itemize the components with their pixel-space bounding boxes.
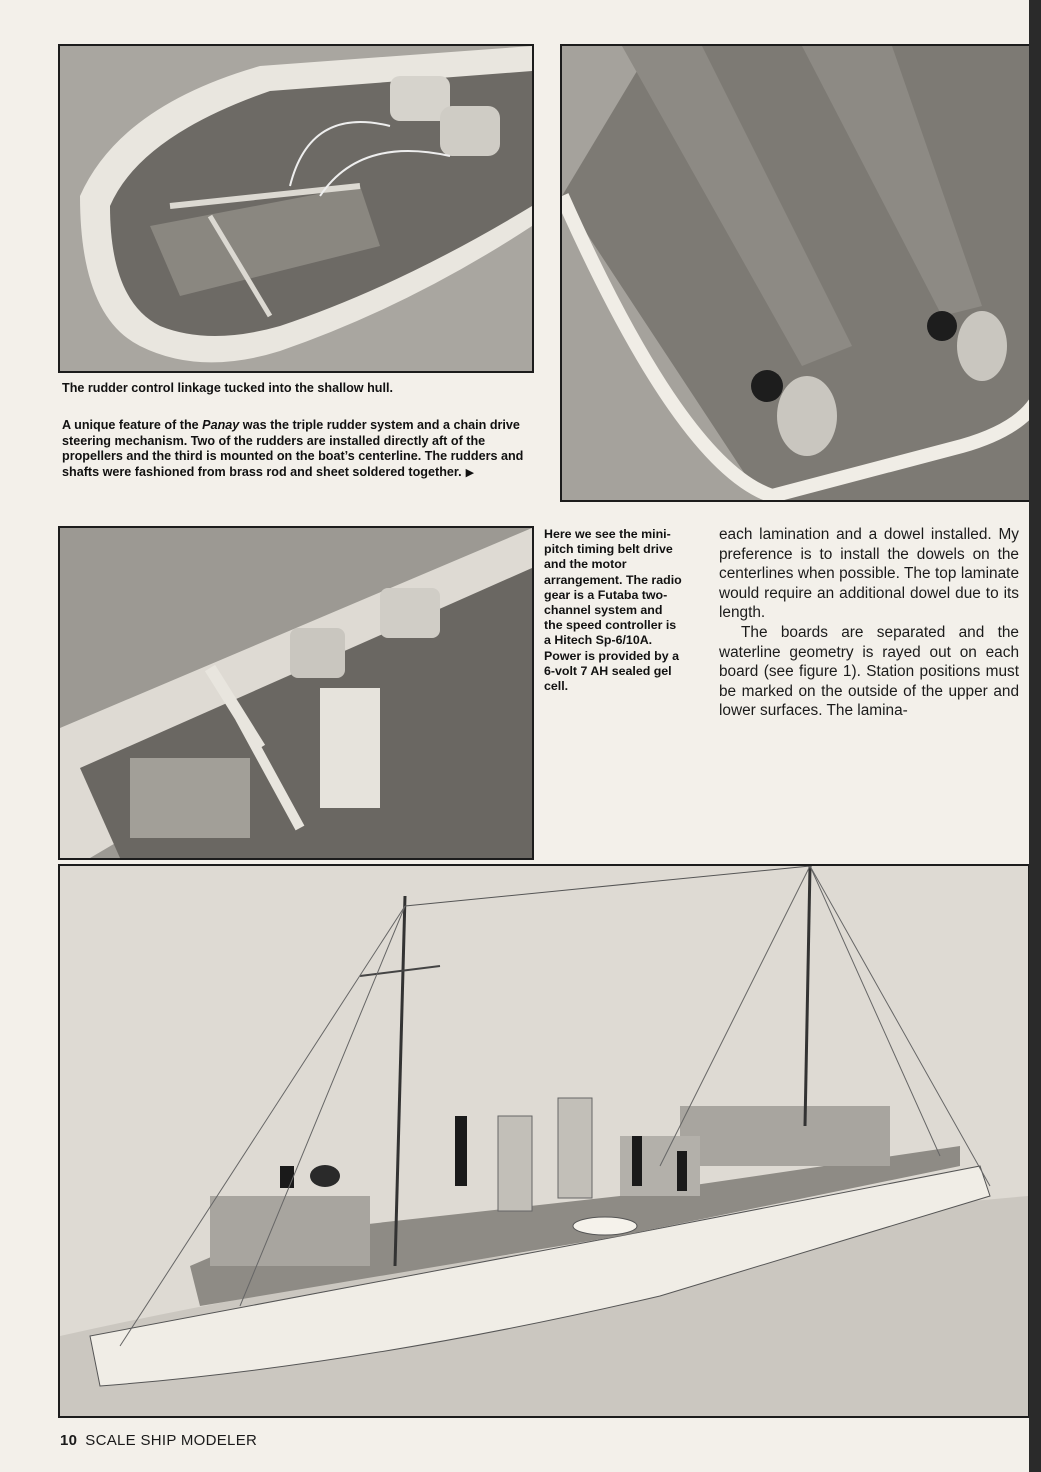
magazine-title: SCALE SHIP MODELER [85, 1432, 258, 1449]
caption-rudder-linkage: The rudder control linkage tucked into the shallow hull. [62, 381, 393, 395]
article-body [719, 525, 1019, 721]
caption-triple-rudder [62, 418, 532, 481]
hull-underside-propellers-photo [560, 44, 1041, 502]
caption-motor-arrangement: Here we see the mini-pitch timing belt drive and the motor arrangement. The radio gear is a Futaba two-channel system and the speed controller is a Hitech Sp-6/10A. Power is provided by a 6-volt 7 AH sealed gel cell. [544, 527, 682, 694]
page-number: 10 [60, 1432, 78, 1449]
ship-name: Panay [202, 418, 240, 432]
body-paragraph-1: each lamination and a dowel installed. My preference is to install the dowels on the centerlines when possible. The top laminate would require an additional dowel due to its length. [719, 526, 1019, 622]
rudder-control-linkage-photo [58, 44, 534, 373]
scan-edge [1029, 0, 1041, 1472]
panay-model-photo [58, 864, 1030, 1418]
body-paragraph-2: The boards are separated and the waterline geometry is rayed out on each board (see figure 1). Station positions must be marked on the outside of the upper and lower surfaces. The lamina- [719, 623, 1019, 720]
timing-belt-motor-photo [58, 526, 534, 860]
right-pointer-icon: ▶ [465, 466, 475, 479]
caption-rest: was the triple rudder system and a chain drive steering mechanism. Two of the rudders are installed directly aft of the propellers and the third is mounted on the boat’s centerline. The rudders and shafts were fashioned from brass rod and sheet soldered together. [62, 418, 524, 479]
page-footer [60, 1432, 257, 1449]
caption-lead: A unique feature of the [62, 418, 203, 432]
